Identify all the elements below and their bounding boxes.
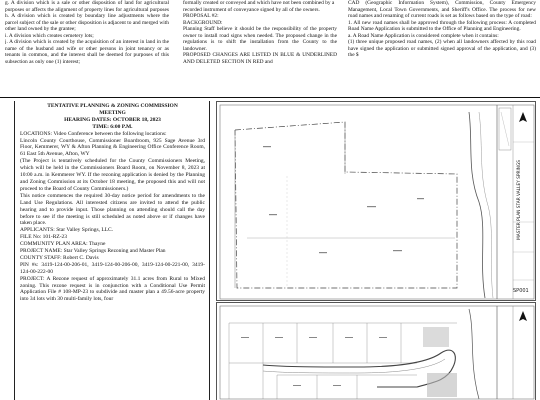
site-plan-drawing-1 — [217, 102, 537, 302]
master-plan-sheet-2 — [216, 302, 536, 400]
col3-para: (1) three unique proposed road names, (2) when all landowners affected by this road have signed the application or submitted signed approval of the application, and (3) the $ — [348, 39, 536, 58]
hearing-notice — [14, 101, 210, 400]
notice-pins: PIN #s: 3419-124-00-206-01, 3419-124-00-206-00, 3419-124-00-221-00, 3419-124-00-222-00 — [20, 261, 205, 275]
col3-para: 1. All new road names shall be approved through the following process: A completed Road Name Application is submitted to the Office of Planning and Engineering. — [348, 19, 536, 32]
col1-para: j. A division which is created by the acquisition of an interest in land in the name of the husband and wife or other persons in joint tenancy or as tenants in common, and the interest shall be deemed for purposes of this subsection as only one (1) interest; — [5, 39, 169, 65]
notice-paragraph: LOCATIONS: Video Conference between the following locations: — [20, 130, 167, 137]
master-plan-maps — [216, 101, 536, 400]
master-plan-sheet-1 — [216, 101, 536, 301]
north-arrow-icon — [519, 112, 527, 122]
article-column-1 — [5, 0, 169, 94]
notice-heading: MEETING — [99, 109, 126, 116]
col2-para: formally created or conveyed and which have not been combined by a — [183, 0, 335, 6]
notice-hearing-date: HEARING DATES: OCTOBER 18, 2023 — [64, 116, 161, 123]
notice-file-no: FILE No: 101-RZ-23 — [20, 234, 68, 241]
notice-paragraph: This notice commences the required 30-day notice period for amendments to the Land Use Regulations. All interested citizens are invited to attend the public hearing and to provide input. Those planning on attending should call the day before to see if the meeting is still scheduled as noted above or if changes have taken place. — [20, 192, 205, 227]
col2-para: BACKGROUND: — [183, 19, 223, 26]
col3-para: a. A Road Name Application is considered complete when it contains: — [348, 32, 499, 39]
notice-paragraph: (The Project is tentatively scheduled for the County Commissioners Meeting, which will be held in the Commissioners Board Room, on November 8, 2023 at 10:00 a.m. in Kemmerer WY. If the rezoning application is denied by the Planning and Zoning Commission at its October 18 meeting, the proposed this and will not proceed to the Board of County Commissioners.) — [20, 158, 205, 192]
sheet-title: MASTER PLAN STAR VALLEY SPRINGS — [517, 160, 522, 240]
notice-county-staff: COUNTY STAFF: Robert C. Davis — [20, 254, 99, 261]
notice-time: TIME: 6:00 P.M. — [92, 123, 133, 130]
col2-para: Planning Staff believe it should be the responsibility of the property owner to install road signs when needed. The proposed change in the regulations is to shift the installation from the County to the landowner. — [183, 26, 337, 52]
col1-para: g. A division which is a sale or other disposition of land for agricultural purposes or affects the alignment of property lines for agricultural purposes h. A division which is created by boundary line adjustments where the parcel subject of the sale or other disposition is adjacent to and merged with other land owned by the grantee; — [5, 0, 169, 32]
article-column-2 — [183, 0, 337, 94]
col3-para: CAD (Geographic Information System), Commission, County Emergency Management, Local Town Governments, and Sheriff's Office. The process for new road names and renaming of current roads is set as follows based on the type of road: — [348, 0, 536, 19]
notice-project-name: PROJECT NAME: Star Valley Springs Rezoning and Master Plan — [20, 248, 166, 255]
north-arrow-icon — [519, 311, 527, 321]
section-divider — [0, 97, 540, 98]
col2-para: PROPOSED CHANGES ARE LISTED IN BLUE & UNDERLINED AND DELETED SECTION IN RED and — [183, 52, 337, 65]
col2-para: recorded instrument of conveyance signed by all of the owners. — [183, 6, 320, 13]
col1-para: i. A division which creates cemetery lots; — [5, 32, 94, 39]
site-plan-drawing-2 — [217, 303, 537, 400]
notice-community-plan: COMMUNITY PLAN AREA: Thayne — [20, 241, 106, 248]
article-column-3 — [348, 0, 536, 94]
col2-para: PROPOSAL #2: — [183, 13, 219, 19]
sheet-number: SP001 — [513, 288, 529, 294]
notice-heading: TENTATIVE PLANNING & ZONING COMMISSION — [47, 103, 178, 109]
notice-applicants: APPLICANTS: Star Valley Springs, LLC. — [20, 227, 114, 234]
notice-project: PROJECT: A Rezone request of approximately 31.1 acres from Rural to Mixed zoning. This rezone request is in conjunction with a Conditional Use Permit Application File # 108-MP-23 to subdivide and master plan a 49.56-acre property into 34 lots with 30 multi-family lots, four — [20, 275, 205, 303]
notice-paragraph: Lincoln County Courthouse, Commissioner Boardroom, 925 Sage Avenue 3rd Floor, Kemmerer, WY & Afton Planning & Engineering Office Conference Room, 61 East 5th Avenue, Afton, WY — [20, 137, 205, 158]
